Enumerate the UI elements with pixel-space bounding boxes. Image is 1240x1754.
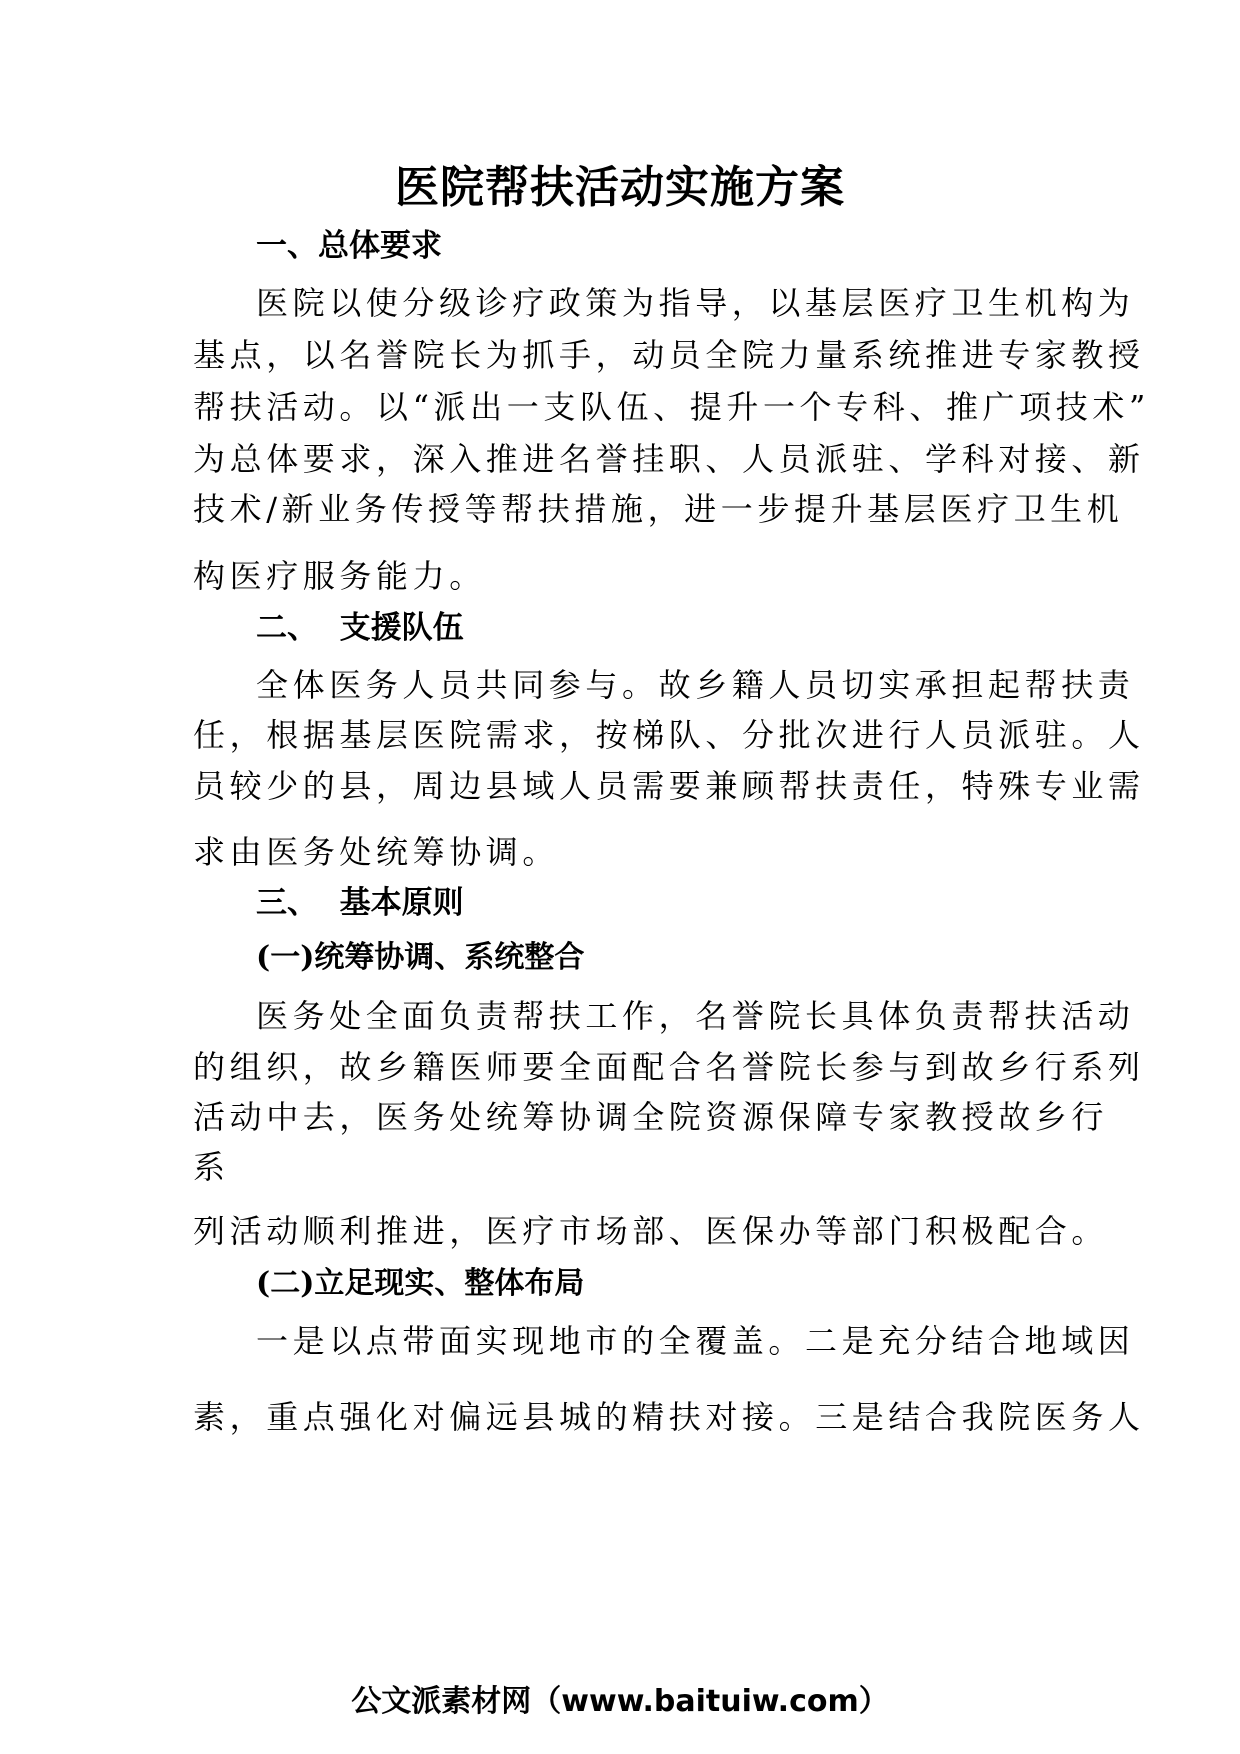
paragraph-line: 医务处全面负责帮扶工作，名誉院长具体负责帮扶活动 [256, 997, 1135, 1035]
paragraph-line: 医院以使分级诊疗政策为指导，以基层医疗卫生机构为 [256, 284, 1135, 322]
paragraph-line: 求由医务处统筹协调。 [193, 833, 560, 871]
paragraph-line: 员较少的县，周边县域人员需要兼顾帮扶责任，特殊专业需 [193, 767, 1145, 805]
paragraph-line: 帮扶活动。以“派出一支队伍、提升一个专科、推广项技术” [193, 388, 1150, 426]
subsection-heading-coordination: (一)统筹协调、系统整合 [256, 940, 585, 975]
paragraph-line: 一是以点带面实现地市的全覆盖。二是充分结合地域因 [256, 1322, 1135, 1360]
section-heading-support-team: 二、 支援队伍 [256, 610, 464, 646]
section-heading-general-requirements: 一、总体要求 [256, 228, 442, 264]
paragraph-line: 任，根据基层医院需求，按梯队、分批次进行人员派驻。人 [193, 716, 1145, 754]
paragraph-line: 系 [193, 1148, 230, 1186]
paragraph-line: 全体医务人员共同参与。故乡籍人员切实承担起帮扶责 [256, 666, 1135, 704]
paragraph-line: 列活动顺利推进，医疗市场部、医保办等部门积极配合。 [193, 1212, 1109, 1250]
paragraph-line: 素，重点强化对偏远县城的精扶对接。三是结合我院医务人 [193, 1398, 1145, 1436]
paragraph-line: 的组织，故乡籍医师要全面配合名誉院长参与到故乡行系列 [193, 1048, 1145, 1086]
paragraph-line: 为总体要求，深入推进名誉挂职、人员派驻、学科对接、新 [193, 440, 1145, 478]
paragraph-line: 技术/新业务传授等帮扶措施，进一步提升基层医疗卫生机 [193, 490, 1124, 528]
paragraph-line: 基点，以名誉院长为抓手，动员全院力量系统推进专家教授 [193, 336, 1145, 374]
section-heading-basic-principles: 三、 基本原则 [256, 885, 464, 921]
subsection-heading-overall-layout: (二)立足现实、整体布局 [256, 1266, 585, 1301]
document-title: 医院帮扶活动实施方案 [395, 162, 845, 213]
footer-source: 公文派素材网（www.baituiw.com） [351, 1684, 889, 1719]
paragraph-line: 构医疗服务能力。 [193, 557, 486, 595]
paragraph-line: 活动中去，医务处统筹协调全院资源保障专家教授故乡行 [193, 1098, 1109, 1136]
